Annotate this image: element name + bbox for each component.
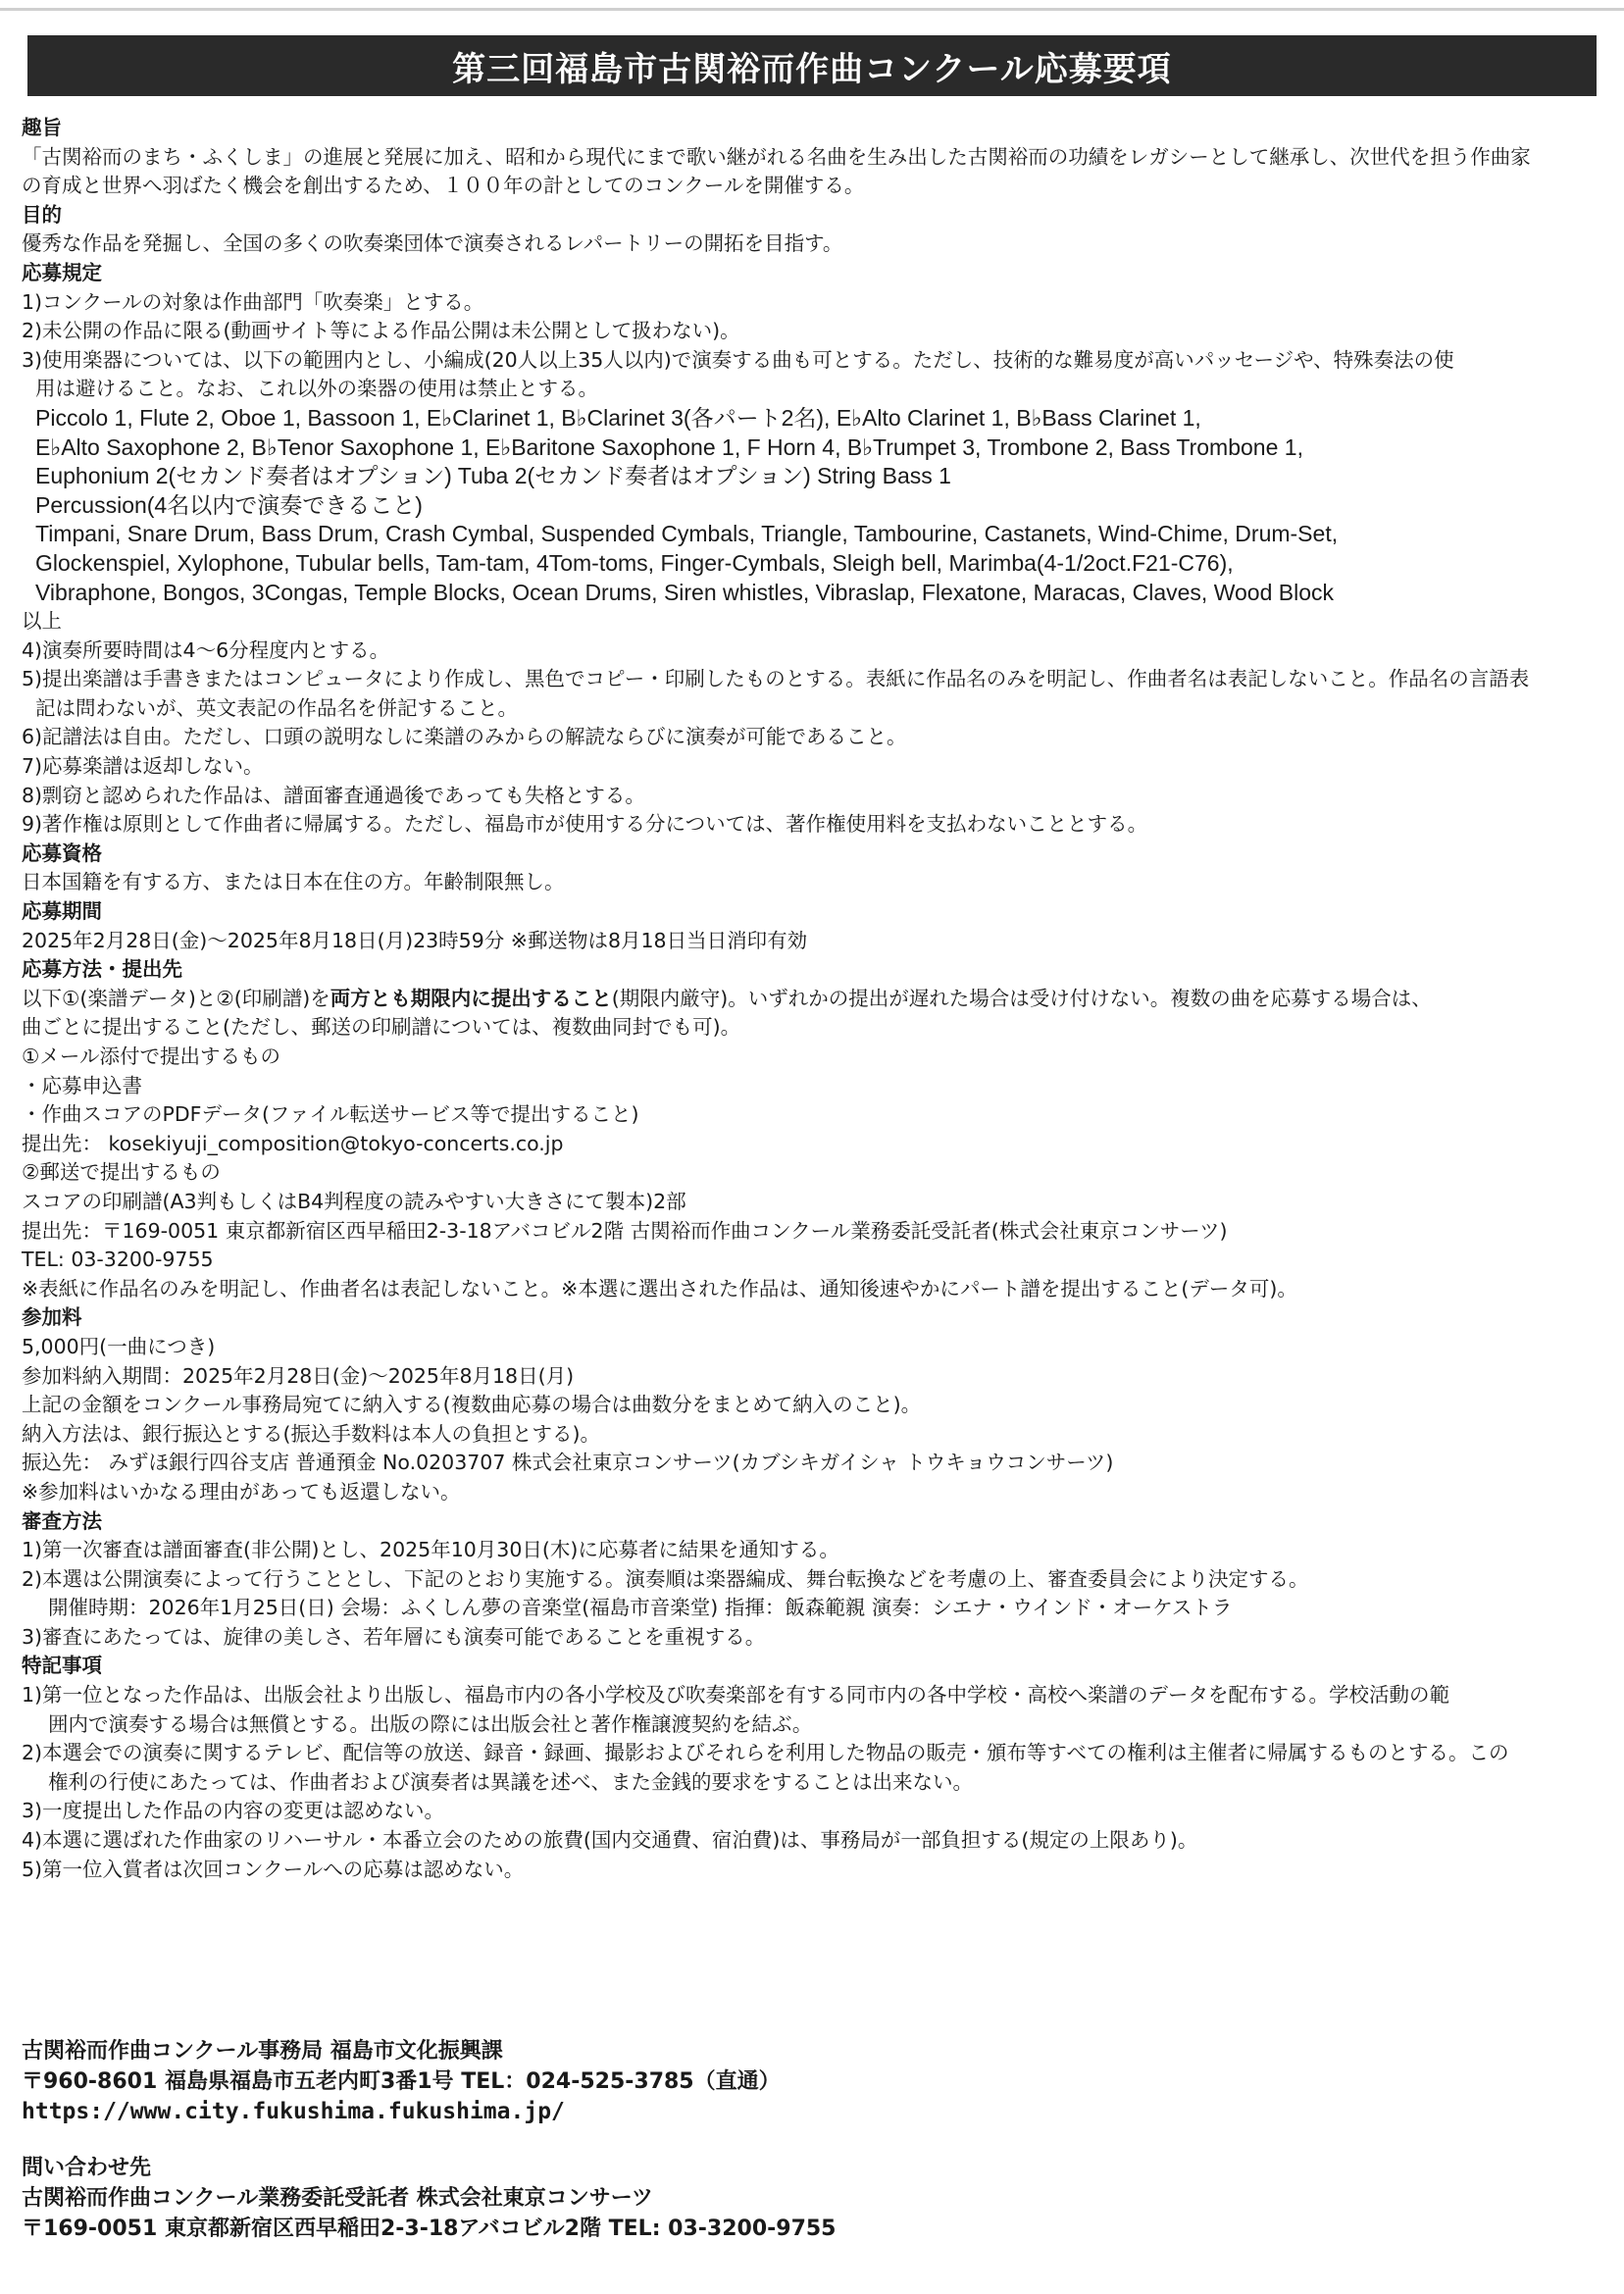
rule-line: 3)使用楽器については、以下の範囲内とし、小編成(20人以上35人以内)で演奏する曲も可とする。ただし、技術的な難易度が高いパッセージや、特殊奏法の使 <box>22 347 1454 372</box>
rule-line: 7)応募楽譜は返却しない。 <box>22 754 264 779</box>
text-line: 1)第一次審査は譜面審査(非公開)とし、2025年10月30日(木)に応募者に結果を通知する。 <box>22 1538 839 1562</box>
section-heading: 目的 <box>22 202 62 227</box>
rule-line: 記は問わないが、英文表記の作品名を併記すること。 <box>35 695 518 720</box>
instrument-line: Vibraphone, Bongos, 3Congas, Temple Blocks, Ocean Drums, Siren whistles, Vibraslap, Flexatone, Maracas, Claves, Wood Block <box>35 579 1335 605</box>
rule-line: 4)演奏所要時間は4～6分程度内とする。 <box>22 637 390 662</box>
title-banner <box>27 35 1597 96</box>
inquiry-org: 古関裕而作曲コンクール業務委託受託者 株式会社東京コンサーツ <box>22 2186 653 2211</box>
section-heading: 応募規定 <box>22 260 102 284</box>
text-line: 5,000円(一曲につき) <box>22 1334 216 1358</box>
inquiry-address: 〒169-0051 東京都新宿区西早稲田2-3-18アバコビル2階 TEL: 03-3200-9755 <box>22 2217 837 2241</box>
instrument-line: Euphonium 2(セカンド奏者はオプション) Tuba 2(セカンド奏者はオプション) String Bass 1 <box>35 463 951 489</box>
text-line: 3)審査にあたっては、旋律の美しさ、若年層にも演奏可能であることを重視する。 <box>22 1624 766 1649</box>
text-line: 開催時期：2026年1月25日(日) 会場：ふくしん夢の音楽堂(福島市音楽堂) 指揮：飯森範親 演奏：シエナ・ウインド・オーケストラ <box>48 1596 1233 1620</box>
text-line: 4)本選に選ばれた作曲家のリハーサル・本番立会のための旅費(国内交通費、宿泊費)は、事務局が一部負担する(規定の上限あり)。 <box>22 1828 1198 1853</box>
rule-line: 5)提出楽譜は手書きまたはコンピュータにより作成し、黒色でコピー・印刷したものとする。表紙に作品名のみを明記し、作曲者名は表記しないこと。作品名の言語表 <box>22 667 1530 691</box>
text-line: 1)第一位となった作品は、出版会社より出版し、福島市内の各小学校及び吹奏楽部を有する同市内の各中学校・高校へ楽譜のデータを配布する。学校活動の範 <box>22 1683 1450 1708</box>
office-contact <box>22 2036 1395 2127</box>
text-line: スコアの印刷譜(A3判もしくはB4判程度の読みやすい大きさにて製本)2部 <box>22 1189 686 1213</box>
section-heading: 参加料 <box>22 1305 82 1330</box>
office-url[interactable]: https://www.city.fukushima.fukushima.jp/ <box>22 2099 565 2124</box>
instrument-line: Percussion(4名以内で演奏できること) <box>35 491 423 518</box>
section-heading: 特記事項 <box>22 1654 102 1678</box>
text-fragment: 以下①(楽譜データ)と②(印刷譜)を <box>22 986 330 1010</box>
top-rule <box>0 8 1624 11</box>
rule-line: 6)記譜法は自由。ただし、口頭の説明なしに楽譜のみからの解読ならびに演奏が可能であること。 <box>22 725 907 749</box>
section-heading: 趣旨 <box>22 116 62 139</box>
inquiry-heading: 問い合わせ先 <box>22 2156 152 2180</box>
text-line: 優秀な作品を発掘し、全国の多くの吹奏楽団体で演奏されるレパートリーの開拓を目指す。 <box>22 231 843 256</box>
text-line <box>22 985 1604 1014</box>
section-heading: 応募方法・提出先 <box>22 957 182 982</box>
text-line: TEL: 03-3200-9755 <box>22 1248 214 1272</box>
office-name: 古関裕而作曲コンクール事務局 福島市文化振興課 <box>22 2039 503 2064</box>
inquiry-contact <box>22 2153 1395 2244</box>
rule-line: 2)未公開の作品に限る(動画サイト等による作品公開は未公開として扱わない)。 <box>22 319 740 343</box>
document-body <box>22 114 1604 1884</box>
text-line: 納入方法は、銀行振込とする(振込手数料は本人の負担とする)。 <box>22 1421 600 1446</box>
instrument-line: Piccolo 1, Flute 2, Oboe 1, Bassoon 1, E♭Clarinet 1, B♭Clarinet 3(各パート2名), E♭Alto Clarinet 1, B♭Bass Clarinet 1, <box>35 404 1201 431</box>
text-line: 提出先：〒169-0051 東京都新宿区西早稲田2-3-18アバコビル2階 古関裕而作曲コンクール業務委託受託者(株式会社東京コンサーツ) <box>22 1218 1228 1243</box>
text-line: 2025年2月28日(金)～2025年8月18日(月)23時59分 ※郵送物は8月18日当日消印有効 <box>22 928 808 952</box>
section-heading: 審査方法 <box>22 1508 102 1533</box>
text-line: 「古関裕而のまち・ふくしま」の進展と発展に加え、昭和から現代にまで歌い継がれる名曲を生み出した古関裕而の功績をレガシーとして継承し、次世代を担う作曲家 <box>22 144 1531 169</box>
text-line: 上記の金額をコンクール事務局宛てに納入する(複数曲応募の場合は曲数分をまとめて納入のこと)。 <box>22 1393 922 1417</box>
text-line: 2)本選は公開演奏によって行うこととし、下記のとおり実施する。演奏順は楽器編成、舞台転換などを考慮の上、審査委員会により決定する。 <box>22 1566 1309 1591</box>
text-line: 3)一度提出した作品の内容の変更は認めない。 <box>22 1799 445 1823</box>
text-line: 参加料納入期間：2025年2月28日(金)～2025年8月18日(月) <box>22 1363 575 1388</box>
text-line: 日本国籍を有する方、または日本在住の方。年齢制限無し。 <box>22 870 565 894</box>
text-line: ※参加料はいかなる理由があっても返還しない。 <box>22 1479 461 1504</box>
emphasis-text: 両方とも期限内に提出すること <box>330 986 612 1010</box>
section-heading: 応募資格 <box>22 841 102 865</box>
text-line: 2)本選会での演奏に関するテレビ、配信等の放送、録音・録画、撮影およびそれらを利用した物品の販売・頒布等すべての権利は主催者に帰属するものとする。この <box>22 1741 1509 1765</box>
text-line: 5)第一位入賞者は次回コンクールへの応募は認めない。 <box>22 1857 525 1881</box>
page-title: 第三回福島市古関裕而作曲コンクール応募要項 <box>452 49 1172 89</box>
section-heading: 応募期間 <box>22 899 102 924</box>
text-line: 振込先： みずほ銀行四谷支店 普通預金 No.0203707 株式会社東京コンサーツ(カブシキガイシャ トウキョウコンサーツ) <box>22 1451 1114 1475</box>
instrument-line: Timpani, Snare Drum, Bass Drum, Crash Cymbal, Suspended Cymbals, Triangle, Tambourine, Castanets, Wind-Chime, Drum-Set, <box>35 521 1339 547</box>
rule-line: 用は避けること。なお、これ以外の楽器の使用は禁止とする。 <box>35 377 598 401</box>
rule-line: 1)コンクールの対象は作曲部門「吹奏楽」とする。 <box>22 289 484 314</box>
text-line: ②郵送で提出するもの <box>22 1160 221 1185</box>
text-line: ※表紙に作品名のみを明記し、作曲者名は表記しないこと。※本選に選出された作品は、通知後速やかにパート譜を提出すること(データ可)。 <box>22 1276 1297 1300</box>
rule-line: 以上 <box>22 609 62 634</box>
office-address: 〒960-8601 福島県福島市五老内町3番1号 TEL：024-525-3785（直通） <box>22 2069 781 2094</box>
text-line: 権利の行使にあたっては、作曲者および演奏者は異議を述べ、また金銭的要求をすることは出来ない。 <box>48 1769 973 1794</box>
text-fragment: (期限内厳守)。いずれかの提出が遅れた場合は受け付けない。複数の曲を応募する場合は、 <box>611 986 1432 1010</box>
text-line: ①メール添付で提出するもの <box>22 1045 280 1068</box>
rule-line: 8)剽窃と認められた作品は、譜面審査通過後であっても失格とする。 <box>22 783 645 807</box>
instrument-line: E♭Alto Saxophone 2, B♭Tenor Saxophone 1, E♭Baritone Saxophone 1, F Horn 4, B♭Trumpet 3, Trombone 2, Bass Trombone 1, <box>35 433 1303 460</box>
email-line: 提出先： kosekiyuji_composition@tokyo-concerts.co.jp <box>22 1131 564 1155</box>
text-line: ・作曲スコアのPDFデータ(ファイル転送サービス等で提出すること) <box>22 1102 639 1127</box>
text-line: 曲ごとに提出すること(ただし、郵送の印刷譜については、複数曲同封でも可)。 <box>22 1015 741 1040</box>
text-line: ・応募申込書 <box>22 1073 142 1097</box>
instrument-line: Glockenspiel, Xylophone, Tubular bells, Tam-tam, 4Tom-toms, Finger-Cymbals, Sleigh bell, Marimba(4-1/2oct.F21-C76), <box>35 549 1234 576</box>
text-line: の育成と世界へ羽ばたく機会を創出するため、１００年の計としてのコンクールを開催する。 <box>22 174 865 198</box>
rule-line: 9)著作権は原則として作曲者に帰属する。ただし、福島市が使用する分については、著作権使用料を支払わないこととする。 <box>22 812 1148 837</box>
text-line: 囲内で演奏する場合は無償とする。出版の際には出版会社と著作権譲渡契約を結ぶ。 <box>48 1711 813 1736</box>
